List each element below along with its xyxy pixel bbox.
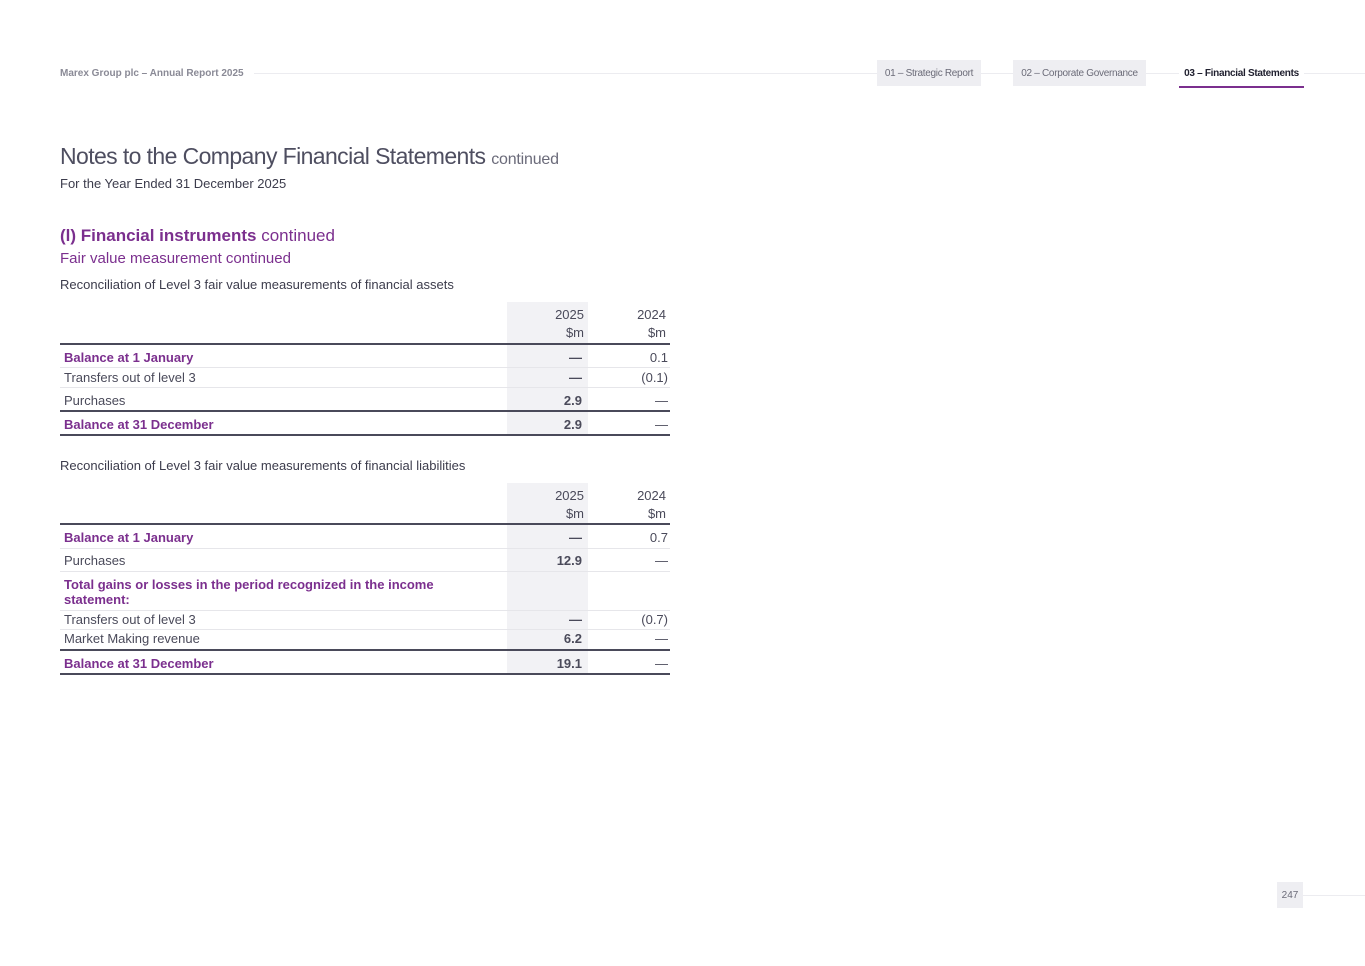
row-label: Balance at 1 January [64, 350, 194, 365]
row-label: Market Making revenue [64, 631, 200, 646]
col-year: 2025 [555, 488, 584, 503]
table-rule [60, 548, 670, 549]
row-value-2025: — [569, 370, 582, 385]
col-unit: $m [647, 325, 666, 340]
row-value-2024: — [655, 393, 668, 408]
row-label: Balance at 31 December [64, 417, 214, 432]
table-rule [60, 523, 670, 525]
table-rule [60, 673, 670, 675]
row-value-2024: — [655, 417, 668, 432]
row-label: Total gains or losses in the period recognized in the income statement: [64, 577, 434, 607]
col-unit: $m [565, 506, 584, 521]
page-title-text: Notes to the Company Financial Statements [60, 143, 486, 169]
table-rule [60, 343, 670, 345]
table-rule [60, 387, 670, 388]
col-year: 2024 [637, 307, 666, 322]
section-title [60, 226, 335, 246]
col-unit: $m [565, 325, 584, 340]
row-value-2025: 19.1 [556, 656, 582, 671]
row-value-2025: 2.9 [563, 417, 582, 432]
row-label: Balance at 31 December [64, 656, 214, 671]
section-subtitle: Fair value measurement continued [60, 250, 291, 267]
table-rule [60, 367, 670, 368]
liabilities-table [60, 483, 670, 675]
page-title [60, 143, 559, 170]
page-title-suffix: continued [491, 151, 559, 168]
row-value-2025: — [569, 612, 582, 627]
col-2024-header [637, 487, 666, 523]
col-year: 2025 [555, 307, 584, 322]
row-label: Purchases [64, 553, 126, 568]
row-label: Transfers out of level 3 [64, 612, 196, 627]
row-value-2024: — [655, 631, 668, 646]
row-label: Transfers out of level 3 [64, 370, 196, 385]
row-value-2025: 2.9 [563, 393, 582, 408]
row-value-2024: — [655, 656, 668, 671]
tab-corporate-governance[interactable]: 02 – Corporate Governance [1013, 60, 1146, 86]
row-value-2025: — [569, 530, 582, 545]
row-value-2025: — [569, 350, 582, 365]
tab-strategic-report[interactable]: 01 – Strategic Report [877, 60, 981, 86]
col-2025-header [555, 487, 584, 523]
row-value-2024: (0.7) [641, 612, 668, 627]
col-2024-header [637, 306, 666, 342]
assets-table-caption: Reconciliation of Level 3 fair value measurements of financial assets [60, 277, 454, 292]
row-value-2025: 6.2 [563, 631, 582, 646]
tab-financial-statements[interactable]: 03 – Financial Statements [1179, 60, 1304, 88]
section-title-text: (l) Financial instruments [60, 226, 257, 245]
col-unit: $m [647, 506, 666, 521]
row-label: Purchases [64, 393, 126, 408]
row-value-2025: 12.9 [556, 553, 582, 568]
row-value-2024: — [655, 553, 668, 568]
row-value-2024: (0.1) [641, 370, 668, 385]
col-year: 2024 [637, 488, 666, 503]
report-title: Marex Group plc – Annual Report 2025 [60, 68, 244, 79]
table-rule [60, 610, 670, 611]
table-rule [60, 571, 670, 572]
assets-table [60, 302, 670, 436]
table-rule [60, 629, 670, 630]
table-rule [60, 434, 670, 436]
section-title-suffix: continued [261, 226, 335, 245]
row-value-2024: 0.1 [649, 350, 668, 365]
page-subtitle: For the Year Ended 31 December 2025 [60, 176, 287, 191]
col-2025-header [555, 306, 584, 342]
row-value-2024: 0.7 [649, 530, 668, 545]
footer-divider [1303, 895, 1365, 896]
table-rule [60, 410, 670, 412]
table-rule [60, 649, 670, 651]
row-label: Balance at 1 January [64, 530, 194, 545]
page-number: 247 [1277, 882, 1303, 908]
liabilities-table-caption: Reconciliation of Level 3 fair value measurements of financial liabilities [60, 458, 466, 473]
